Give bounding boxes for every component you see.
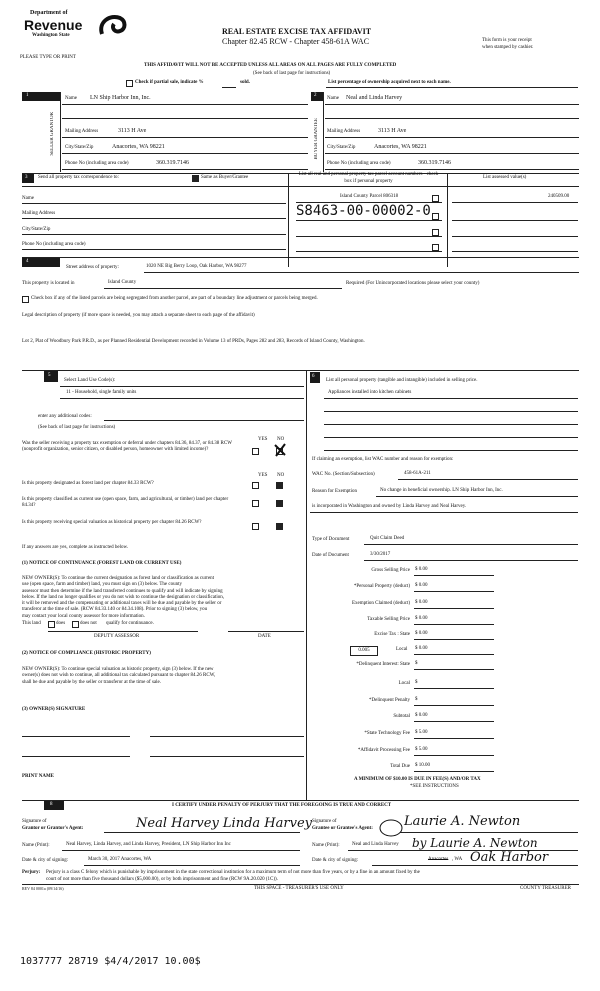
seller-divider <box>60 92 61 172</box>
assessed-value-header: List assessed value(s) <box>483 175 527 180</box>
tax-row-label: *Delinquent Interest: State <box>356 662 410 667</box>
tax-row-value[interactable]: $ 0.00 <box>415 600 428 605</box>
parcel-1-checkbox[interactable] <box>432 195 439 202</box>
corr-mailing-line <box>22 218 286 219</box>
buyer-name-line <box>325 104 579 105</box>
buyer-section-bar <box>311 92 323 101</box>
buyer-city-line <box>325 153 579 154</box>
partial-sale-label: Check if partial sale, indicate % <box>135 80 204 85</box>
seller-mailing[interactable]: 3113 H Ave <box>118 128 147 134</box>
value-divider <box>447 173 448 267</box>
pp-line-2 <box>324 411 578 412</box>
agency-line3: Washington State <box>32 33 70 38</box>
grantee-name-print-label: Name (Print): <box>312 843 340 848</box>
tax-row-value[interactable]: $ <box>415 680 418 685</box>
tax-row-line <box>414 575 494 576</box>
q-current-no[interactable] <box>276 500 283 507</box>
buyer-name[interactable]: Neal and Linda Harvey <box>346 95 403 101</box>
additional-codes-label: enter any additional codes: <box>38 414 92 419</box>
tax-rate-box[interactable]: 0.005 <box>350 646 378 656</box>
agency-line2: Revenue <box>24 17 83 33</box>
form-title: REAL ESTATE EXCISE TAX AFFIDAVIT <box>222 27 372 36</box>
pp-line-1 <box>324 398 578 399</box>
section-1-number: 1 <box>26 93 29 98</box>
grantee-sig-label-2: Grantee or Grantee's Agent: <box>312 826 373 831</box>
buyer-city-label: City/State/Zip <box>327 145 356 150</box>
tax-row-line <box>414 771 494 772</box>
grantee-agent-circle-icon <box>378 818 404 838</box>
parcel-2-line <box>296 220 442 221</box>
grantor-date-line <box>84 865 300 866</box>
seller-mailing-line <box>62 137 308 138</box>
tax-row-value[interactable]: $ 0.00 <box>415 631 428 636</box>
form-number: REV 84 0001a (09/14/16) <box>22 886 64 891</box>
seller-phone[interactable]: 360.319.7146 <box>156 160 189 166</box>
assessed-value-1[interactable]: 240509.00 <box>548 194 570 199</box>
doc-type-line <box>364 544 578 545</box>
segregated-label: Check box if any of the listed parcels are being segregated from another parcel, are part of a boundary line adjustment or parcels being merged. <box>31 296 318 301</box>
parcel-4-checkbox[interactable] <box>432 244 439 251</box>
grantor-name-print-label: Name (Print): <box>22 843 50 848</box>
buyer-city[interactable]: Anacortes, WA 98221 <box>374 144 427 150</box>
wac-label: WAC No. (Section/Subsection) <box>312 472 375 477</box>
legal-description[interactable]: Lot 2, Plat of Woodbury Park P.R.D., as per Planned Residential Development recorded in Volume 13 of PRDs, Pages 282 and 283, Records of Island County, Washington. <box>22 339 365 344</box>
doc-type-label: Type of Document <box>312 537 350 542</box>
parcel-3-line <box>296 236 442 237</box>
notice-2-line: NEW OWNER(S): To continue special valuation as historic property, sign (3) below. If the new <box>22 667 214 672</box>
section-8-number: 8 <box>50 802 53 807</box>
if-yes-note: If any answers are yes, complete as instructed below. <box>22 545 129 550</box>
corr-mailing-label: Mailing Address <box>22 211 56 216</box>
see-back-note: (See back of last page for instructions) <box>253 71 331 76</box>
tax-row-line <box>414 591 494 592</box>
value-4-line <box>452 251 578 252</box>
section-8-top-line <box>22 800 579 801</box>
seller-city[interactable]: Anacortes, WA 98221 <box>112 144 165 150</box>
q-historic-yes[interactable] <box>252 523 259 530</box>
grantor-name-print[interactable]: Neal Harvey, Linda Harvey, and Linda Harvey, President, LN Ship Harbor Inn Inc <box>66 842 231 847</box>
warning: THIS AFFIDAVIT WILL NOT BE ACCEPTED UNLESS ALL AREAS ON ALL PAGES ARE FULLY COMPLETED <box>144 63 397 68</box>
buyer-mailing[interactable]: 3113 H Ave <box>378 128 407 134</box>
tax-row-value[interactable]: $ 0.00 <box>415 567 428 572</box>
buyer-name-label: Name <box>327 96 339 101</box>
reason-label: Reason for Exemption <box>312 489 357 494</box>
parcel-4-line <box>296 251 442 252</box>
pp-line-3 <box>324 424 578 425</box>
reason-line-1[interactable]: No change in beneficial ownership. LN Ship Harbor Inn, Inc. <box>380 488 503 493</box>
owner-sig-line-3 <box>22 756 130 757</box>
section-5-top-line <box>22 370 579 371</box>
doc-date-value[interactable]: 3/30/2017 <box>370 552 391 557</box>
tax-row-label: *Affidavit Processing Fee <box>357 748 410 753</box>
grantee-date-city-label: Date & city of signing: <box>312 858 359 863</box>
seller-section-bar <box>22 92 60 101</box>
notice-1-line: may contact your local county assessor for more information. <box>22 613 145 619</box>
notice-1-line: NEW OWNER(S): To continue the current designation as forest land or classification as current <box>22 576 215 581</box>
tax-row-line <box>414 721 494 722</box>
grantee-signature[interactable]: Laurie A. Newton <box>404 814 521 829</box>
doc-type-value[interactable]: Quit Claim Deed <box>370 536 405 541</box>
tax-row-label: Exemption Claimed (deduct) <box>351 601 410 606</box>
notice-1-line: below. If the land no longer qualifies or you do not wish to continue the designation or classification, <box>22 594 224 600</box>
personal-property-label: List all personal property (tangible and intangible) included in selling price. <box>326 378 478 383</box>
section-5-bar <box>44 371 58 382</box>
buyer-phone-line <box>325 169 579 170</box>
owner-sig-line-2 <box>150 736 304 737</box>
pp-line-5 <box>324 450 578 451</box>
tax-row-value[interactable]: $ 0.00 <box>415 616 428 621</box>
tax-row-label: Excise Tax : State <box>374 632 410 637</box>
section-3-bar <box>22 174 34 183</box>
print-name-label: PRINT NAME <box>22 774 54 779</box>
does-not-label: does not <box>80 621 97 626</box>
grantor-date-city-label: Date & city of signing: <box>22 858 69 863</box>
mid-divider <box>306 370 307 800</box>
located-label: This property is located in <box>22 281 75 286</box>
seller-city-line <box>62 153 308 154</box>
notice-2-text <box>22 667 215 686</box>
please-type: PLEASE TYPE OR PRINT <box>20 55 76 60</box>
grantee-city-struck[interactable]: Anacortes <box>428 857 449 862</box>
buyer-mailing-line <box>325 137 579 138</box>
tax-row-value[interactable]: $ 5.00 <box>415 730 428 735</box>
dor-swirl-icon <box>96 12 130 38</box>
buyer-mailing-label: Mailing Address <box>327 129 361 134</box>
grantor-sig-line <box>104 832 300 833</box>
does-checkbox[interactable] <box>48 621 55 628</box>
wac-line <box>398 479 578 480</box>
notice-1-text <box>22 576 224 620</box>
grantor-sig-label-2: Grantor or Grantor's Agent: <box>22 826 84 831</box>
section-2-number: 2 <box>314 93 317 98</box>
q-historic-no[interactable] <box>276 523 283 530</box>
land-use-label-line <box>60 386 304 387</box>
q-historic: Is this property receiving special valuation as historical property per chapter 84.26 RCW? <box>22 520 202 525</box>
notice-2-title: (2) NOTICE OF COMPLIANCE (HISTORIC PROPERTY) <box>22 651 151 656</box>
reason-line-1-rule <box>376 496 578 497</box>
q-forest-no[interactable] <box>276 482 283 489</box>
receipt-note-2: when stamped by cashier. <box>482 45 534 50</box>
this-land-label: This land <box>22 621 41 626</box>
section-6-number: 6 <box>312 374 315 379</box>
sold-label: sold. <box>240 80 250 85</box>
correspondence-label: Send all property tax correspondence to: <box>38 175 119 180</box>
bottom-rule <box>22 884 579 885</box>
tax-row-line <box>414 624 494 625</box>
yes-header-2: YES <box>258 473 268 478</box>
q-forest: Is this property designated as forest land per chapter 84.33 RCW? <box>22 481 154 486</box>
section-4-top-line <box>22 257 579 258</box>
doc-date-line <box>364 560 578 561</box>
notice-1-line: it will be removed and the compensating or additional taxes will be due and payable by the seller or <box>22 601 222 607</box>
county-treasurer: COUNTY TREASURER <box>520 886 571 891</box>
tax-row-line <box>414 688 494 689</box>
notice-1-line: transferor at the time of sale. (RCW 84.33.140 or 84.34.108). Prior to signing (3) below, you <box>22 607 208 613</box>
q-exemption-yes[interactable] <box>252 448 259 455</box>
date-label: DATE <box>258 634 271 639</box>
tax-row-label: Gross Selling Price <box>371 568 410 573</box>
grantee-name-signature[interactable]: by Laurie A. Newton <box>412 836 538 850</box>
seller-city-label: City/State/Zip <box>65 145 94 150</box>
no-header-2: NO <box>277 473 285 478</box>
corr-phone-label: Phone No (including area code) <box>22 242 86 247</box>
seller-phone-label: Phone No (including area code) <box>65 161 129 166</box>
section-3-number: 3 <box>25 175 28 180</box>
doc-date-label: Date of Document <box>312 553 349 558</box>
wac-value[interactable]: 458-61A-211 <box>404 471 431 476</box>
value-1-line <box>452 202 578 203</box>
list-pct-label: List percentage of ownership acquired next to each name. <box>328 80 451 85</box>
list-pct-line <box>326 87 578 88</box>
notice-1-line: assessor must then determine if the land transferred continues to qualify and will indicate by signing <box>22 588 223 594</box>
q-forest-yes[interactable] <box>252 482 259 489</box>
corr-phone-line <box>22 249 286 250</box>
receipt-note-1: This form is your receipt <box>482 38 532 43</box>
notice-1-line: use (open space, farm and timber) land, you must sign on (3) below. The county <box>22 582 182 588</box>
parcel-2-checkbox[interactable] <box>432 213 439 220</box>
segregated-checkbox[interactable] <box>22 296 29 303</box>
minimum-note: A MINIMUM OF $10.00 IS DUE IN FEE(S) AND/OR TAX <box>354 777 481 782</box>
q-exemption-check-icon <box>273 443 287 457</box>
tax-row-label: *State Technology Fee <box>364 731 410 736</box>
corr-name-label: Name <box>22 196 34 201</box>
grantee-sig-line <box>400 832 578 833</box>
seller-mailing-label: Mailing Address <box>65 129 99 134</box>
grantor-sig-label-1: Signature of <box>22 819 47 824</box>
form-subtitle: Chapter 82.45 RCW - Chapter 458-61A WAC <box>222 37 370 46</box>
seller-side-label: SELLER GRANTOR <box>50 112 55 156</box>
local-tax-label: Local <box>396 647 408 652</box>
tax-row-value[interactable]: $ 5.00 <box>415 747 428 752</box>
reason-line-2[interactable]: is incorporated in Washington and owned by Linda Harvey and Neal Harvey. <box>312 504 467 509</box>
buyer-divider <box>323 92 324 172</box>
reason-line-2-rule <box>310 512 578 513</box>
tax-row-line <box>414 608 494 609</box>
exemption-note: If claiming an exemption, list WAC number and reason for exemption: <box>312 457 454 462</box>
tax-row-value[interactable]: $ 0.00 <box>415 583 428 588</box>
certify-title: I CERTIFY UNDER PENALTY OF PERJURY THAT THE FOREGOING IS TRUE AND CORRECT <box>172 803 392 808</box>
parcel-header: List all real and personal property tax parcel account numbers - check box if personal property <box>298 172 439 184</box>
recording-stamp: 1037777 28719 $4/4/2017 10.00$ <box>20 956 201 967</box>
grantee-city-suffix: , WA <box>452 857 463 862</box>
deputy-line <box>48 631 198 632</box>
date-line <box>228 631 304 632</box>
street-address[interactable]: 1020 NE Big Berry Loop, Oak Harbor, WA 98277 <box>146 264 247 269</box>
street-line <box>144 272 579 273</box>
does-not-checkbox[interactable] <box>72 621 79 628</box>
value-2-line <box>452 220 578 221</box>
q-current-yes[interactable] <box>252 500 259 507</box>
section-3-header-line <box>22 186 579 187</box>
notice-2-line: owner(s) does not wish to continue, all additional tax calculated pursuant to chapter 84.26 RCW, <box>22 673 216 679</box>
tax-row-label: Local <box>398 681 410 686</box>
tax-row-value[interactable]: $ 0.00 <box>415 713 428 718</box>
partial-sale-checkbox[interactable] <box>126 80 133 87</box>
land-use-code-line <box>60 398 304 399</box>
buyer-side-label: BUYER GRANTEE <box>314 118 319 160</box>
county-line <box>104 288 342 289</box>
section-8-bar <box>44 801 64 810</box>
grantor-date-city[interactable]: March 30, 2017 Anacortes, WA <box>88 857 152 862</box>
seller-phone-line <box>62 169 308 170</box>
tax-row-line <box>414 738 494 739</box>
land-use-code[interactable]: 11 - Household, single family units <box>66 390 137 395</box>
same-as-buyer-checkbox[interactable] <box>192 175 199 182</box>
buyer-blank-line <box>325 118 579 119</box>
parcel-2-handwritten[interactable]: S8463-00-00002-0 <box>296 203 431 219</box>
notice-2-line: shall be due and payable by the seller or transferor at the time of sale. <box>22 679 161 685</box>
grantor-signature[interactable]: Neal Harvey Linda Harvey <box>136 816 312 831</box>
section-4-number: 4 <box>26 259 29 264</box>
qualify-label: qualify for continuance. <box>106 621 154 626</box>
deputy-assessor-label: DEPUTY ASSESSOR <box>94 634 140 639</box>
grantee-date-line <box>372 865 578 866</box>
grantee-city-handwritten[interactable]: Oak Harbor <box>470 850 549 865</box>
local-tax-line <box>414 654 494 655</box>
required-note: Required (For Unincorporated locations please select your county) <box>346 281 480 286</box>
yes-header-1: YES <box>258 437 268 442</box>
section-6-bar <box>310 372 320 383</box>
buyer-phone-label: Phone No (including area code) <box>327 161 391 166</box>
corr-city-label: City/State/Zip <box>22 227 51 232</box>
section-5-number: 5 <box>48 373 51 378</box>
parcel-3-checkbox[interactable] <box>432 229 439 236</box>
seller-name-label: Name <box>65 96 77 101</box>
tax-row-label: *Personal Property (deduct) <box>353 584 410 589</box>
seller-name[interactable]: LN Ship Harbor Inn, Inc. <box>90 95 151 101</box>
pp-line-4 <box>324 437 578 438</box>
county[interactable]: Island County <box>108 280 137 285</box>
grantee-name-print[interactable]: Neal and Linda Harvey <box>352 842 399 847</box>
no-header-1: NO <box>277 437 285 442</box>
owner-signature-title: (3) OWNER(S) SIGNATURE <box>22 707 86 712</box>
section-4-bar <box>22 258 60 267</box>
tax-row-line <box>414 755 494 756</box>
owner-sig-line-1 <box>22 736 130 737</box>
legal-label: Legal description of property (if more space is needed, you may attach a separate sheet to each page of the affidavit) <box>22 313 255 318</box>
additional-codes-line <box>104 420 304 421</box>
q-exemption: Was the seller receiving a property tax exemption or deferral under chapters 84.36, 84.37, or 84.38 RCW (nonprofit organization, senior citizen, or disabled person, homeowner with limited income)? <box>22 441 232 452</box>
does-label: does <box>56 621 66 626</box>
same-as-buyer-label: Same as Buyer/Grantee <box>201 175 249 180</box>
tax-row-label: *Delinquent Penalty <box>369 698 410 703</box>
tax-row-line <box>414 639 494 640</box>
parcel-divider <box>288 173 289 267</box>
local-tax-value[interactable]: $ 0.00 <box>415 646 428 651</box>
tax-row-value[interactable]: $ 10.00 <box>415 763 430 768</box>
partial-pct-line <box>222 87 236 88</box>
corr-city-line <box>22 234 286 235</box>
perjury-text-2: court of not more than five thousand dollars ($5,000.00), or by both imprisonment and fine (RCW 9A.20.020 (1C)). <box>46 877 278 882</box>
land-use-see-back: (See back of last page for instructions) <box>38 425 116 430</box>
tax-row-line <box>414 669 494 670</box>
land-use-label: Select Land Use Code(s): <box>64 378 116 383</box>
value-3-line <box>452 236 578 237</box>
q-current-use: Is this property classified as current use (open space, farm, and agricultural, or timber) land per chapter 84.34? <box>22 497 229 508</box>
tax-row-label: Taxable Selling Price <box>367 617 410 622</box>
perjury-text-1: Perjury is a class C felony which is punishable by imprisonment in the state correctional institution for a maximum term of not more than five years, or by a fine in an amount fixed by the <box>46 870 420 875</box>
tax-row-label: Total Due <box>390 764 410 769</box>
seller-name-line <box>62 104 308 105</box>
owner-sig-line-4 <box>150 756 304 757</box>
street-label: Street address of property: <box>66 265 119 270</box>
grantee-sig-label-1: Signature of <box>312 819 337 824</box>
parcel-1[interactable]: Island County Parcel 806318 <box>340 194 399 199</box>
tax-row-label: Subtotal <box>393 714 410 719</box>
perjury-label: Perjury: <box>22 870 41 875</box>
tax-row-value[interactable]: $ <box>415 697 418 702</box>
seller-blank-line <box>62 118 308 119</box>
grantor-name-line <box>62 850 300 851</box>
tax-row-value[interactable]: $ <box>415 661 418 666</box>
notice-1-title: (1) NOTICE OF CONTINUANCE (FOREST LAND OR CURRENT USE) <box>22 561 182 566</box>
see-instructions: *SEE INSTRUCTIONS <box>410 784 459 789</box>
treasurer-only: THIS SPACE - TREASURER'S USE ONLY <box>254 886 344 891</box>
agency-line1: Department of <box>30 10 68 16</box>
tax-row-line <box>414 705 494 706</box>
personal-property-value[interactable]: Appliances installed into kitchen cabinets <box>328 390 412 395</box>
corr-name-line <box>22 203 286 204</box>
buyer-phone[interactable]: 360.319.7146 <box>418 160 451 166</box>
